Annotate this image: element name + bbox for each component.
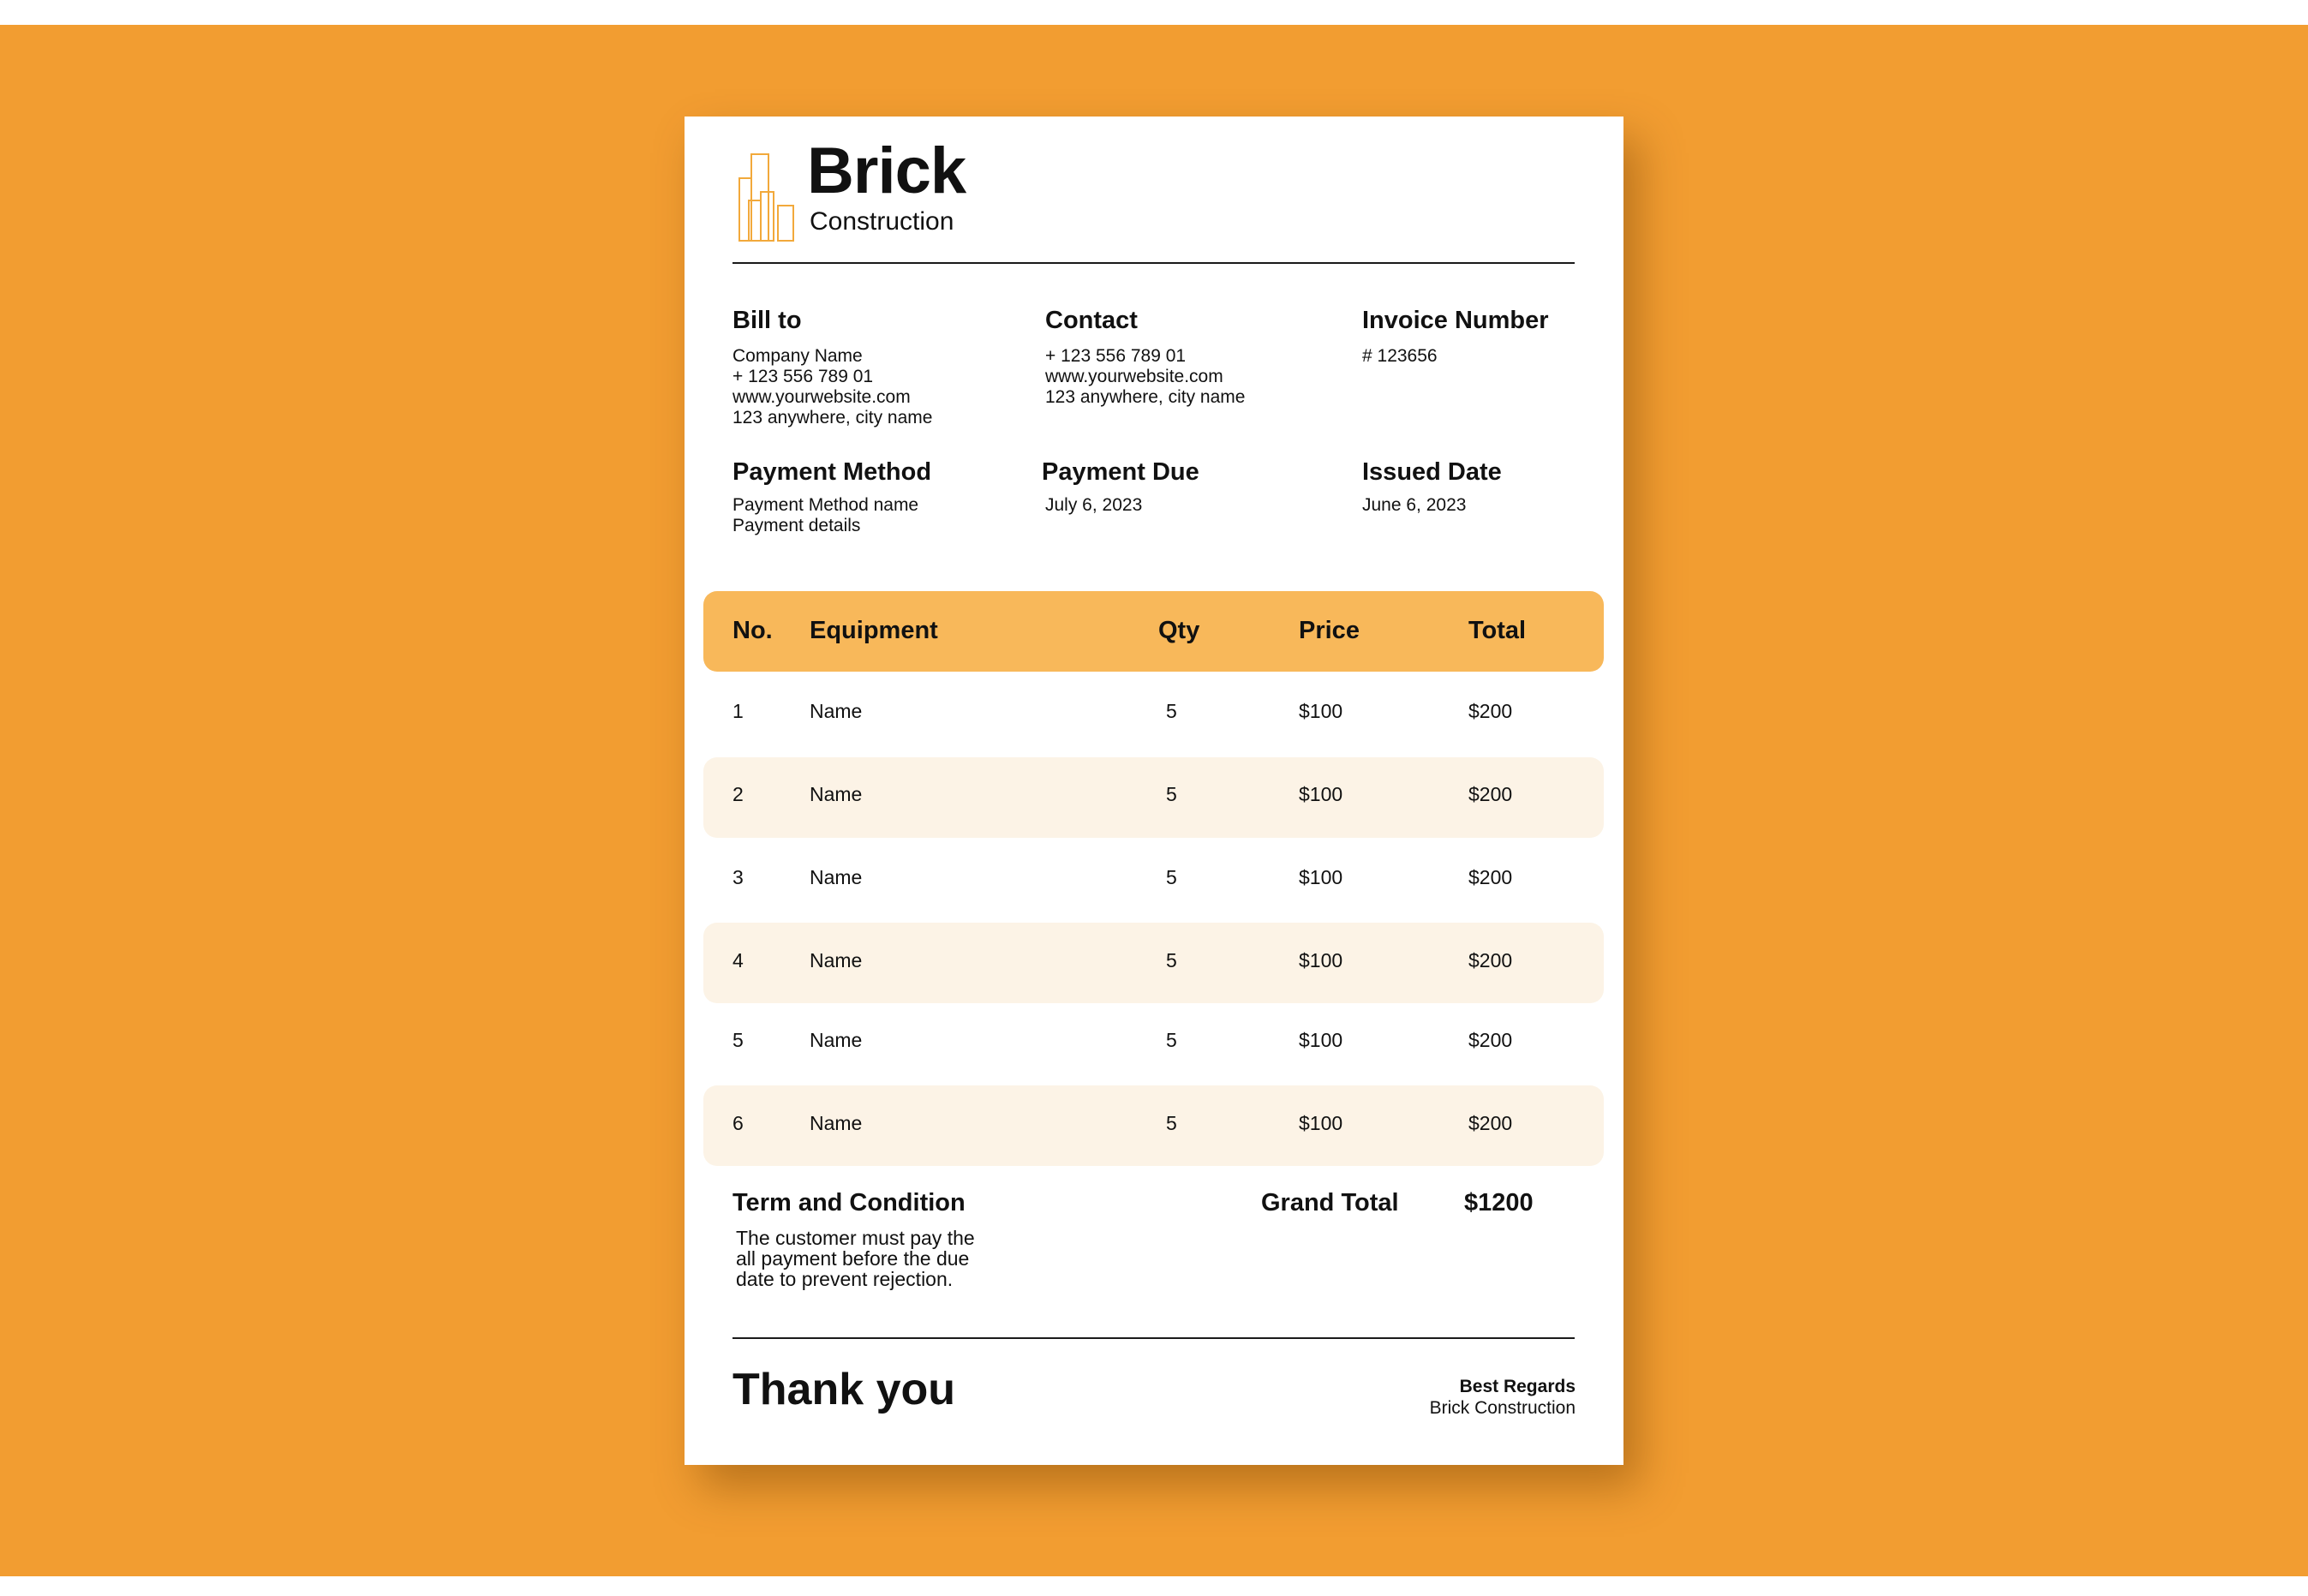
contact-address: 123 anywhere, city name <box>1045 387 1246 407</box>
issued-date-value: June 6, 2023 <box>1362 495 1467 515</box>
payment-method-info: Payment details <box>732 516 861 535</box>
brand-subtitle: Construction <box>810 207 954 236</box>
row-total: $200 <box>1468 866 1513 888</box>
signature-block <box>1430 1376 1576 1419</box>
row-equipment: Name <box>810 866 863 888</box>
header-total: Total <box>1468 617 1527 644</box>
table-row <box>703 1085 1604 1166</box>
bill-to-phone: + 123 556 789 01 <box>732 367 874 386</box>
row-price: $100 <box>1299 949 1343 971</box>
row-total: $200 <box>1468 1029 1513 1051</box>
row-qty: 5 <box>1166 1112 1177 1134</box>
header-no: No. <box>732 617 773 644</box>
terms-line: all payment before the due <box>736 1247 970 1270</box>
row-equipment: Name <box>810 1029 863 1051</box>
row-equipment: Name <box>810 783 863 805</box>
table-row <box>703 1002 1604 1083</box>
row-no: 2 <box>732 783 744 805</box>
bill-to-heading: Bill to <box>732 307 802 334</box>
header-price: Price <box>1299 617 1360 644</box>
header-equipment: Equipment <box>810 617 938 644</box>
contact-phone: + 123 556 789 01 <box>1045 346 1187 366</box>
row-total: $200 <box>1468 700 1513 722</box>
contact-details <box>1045 346 1245 408</box>
row-qty: 5 <box>1166 866 1177 888</box>
row-no: 3 <box>732 866 744 888</box>
top-divider <box>732 262 1575 264</box>
row-qty: 5 <box>1166 700 1177 722</box>
brand-name: Brick <box>807 134 966 207</box>
regards-company: Brick Construction <box>1429 1398 1576 1418</box>
row-total: $200 <box>1468 783 1513 805</box>
grand-total-label: Grand Total <box>1261 1189 1399 1216</box>
issued-date-heading: Issued Date <box>1362 458 1502 486</box>
terms-heading: Term and Condition <box>732 1189 966 1216</box>
payment-due-heading: Payment Due <box>1042 458 1199 486</box>
contact-heading: Contact <box>1045 307 1138 334</box>
row-equipment: Name <box>810 949 863 971</box>
bill-to-address: 123 anywhere, city name <box>732 408 933 427</box>
grand-total-value: $1200 <box>1464 1189 1534 1216</box>
table-row <box>703 923 1604 1003</box>
row-no: 6 <box>732 1112 744 1134</box>
row-price: $100 <box>1299 700 1343 722</box>
row-equipment: Name <box>810 1112 863 1134</box>
bottom-divider <box>732 1337 1575 1339</box>
bill-to-website: www.yourwebsite.com <box>732 387 911 407</box>
invoice-number-heading: Invoice Number <box>1362 307 1549 334</box>
regards-label: Best Regards <box>1459 1377 1576 1396</box>
row-price: $100 <box>1299 783 1343 805</box>
row-total: $200 <box>1468 949 1513 971</box>
table-header <box>703 591 1604 672</box>
row-total: $200 <box>1468 1112 1513 1134</box>
header-qty: Qty <box>1158 617 1200 644</box>
terms-text <box>736 1228 975 1289</box>
payment-method-heading: Payment Method <box>732 458 932 486</box>
bill-to-company: Company Name <box>732 346 863 366</box>
contact-website: www.yourwebsite.com <box>1045 367 1223 386</box>
row-no: 1 <box>732 700 744 722</box>
table-row <box>703 672 1604 752</box>
row-qty: 5 <box>1166 1029 1177 1051</box>
row-price: $100 <box>1299 1029 1343 1051</box>
payment-method-details <box>732 495 918 536</box>
invoice-document <box>685 117 1623 1465</box>
row-qty: 5 <box>1166 949 1177 971</box>
table-row <box>703 838 1604 918</box>
row-no: 4 <box>732 949 744 971</box>
row-no: 5 <box>732 1029 744 1051</box>
payment-due-value: July 6, 2023 <box>1045 495 1143 515</box>
payment-method-name: Payment Method name <box>732 495 919 515</box>
terms-line: date to prevent rejection. <box>736 1268 954 1290</box>
terms-line: The customer must pay the <box>736 1227 975 1249</box>
thank-you-text: Thank you <box>732 1365 956 1414</box>
table-row <box>703 757 1604 838</box>
row-price: $100 <box>1299 1112 1343 1134</box>
row-equipment: Name <box>810 700 863 722</box>
row-qty: 5 <box>1166 783 1177 805</box>
bill-to-details <box>732 346 932 428</box>
invoice-number-value: # 123656 <box>1362 346 1438 366</box>
buildings-outline-icon <box>738 152 795 242</box>
row-price: $100 <box>1299 866 1343 888</box>
